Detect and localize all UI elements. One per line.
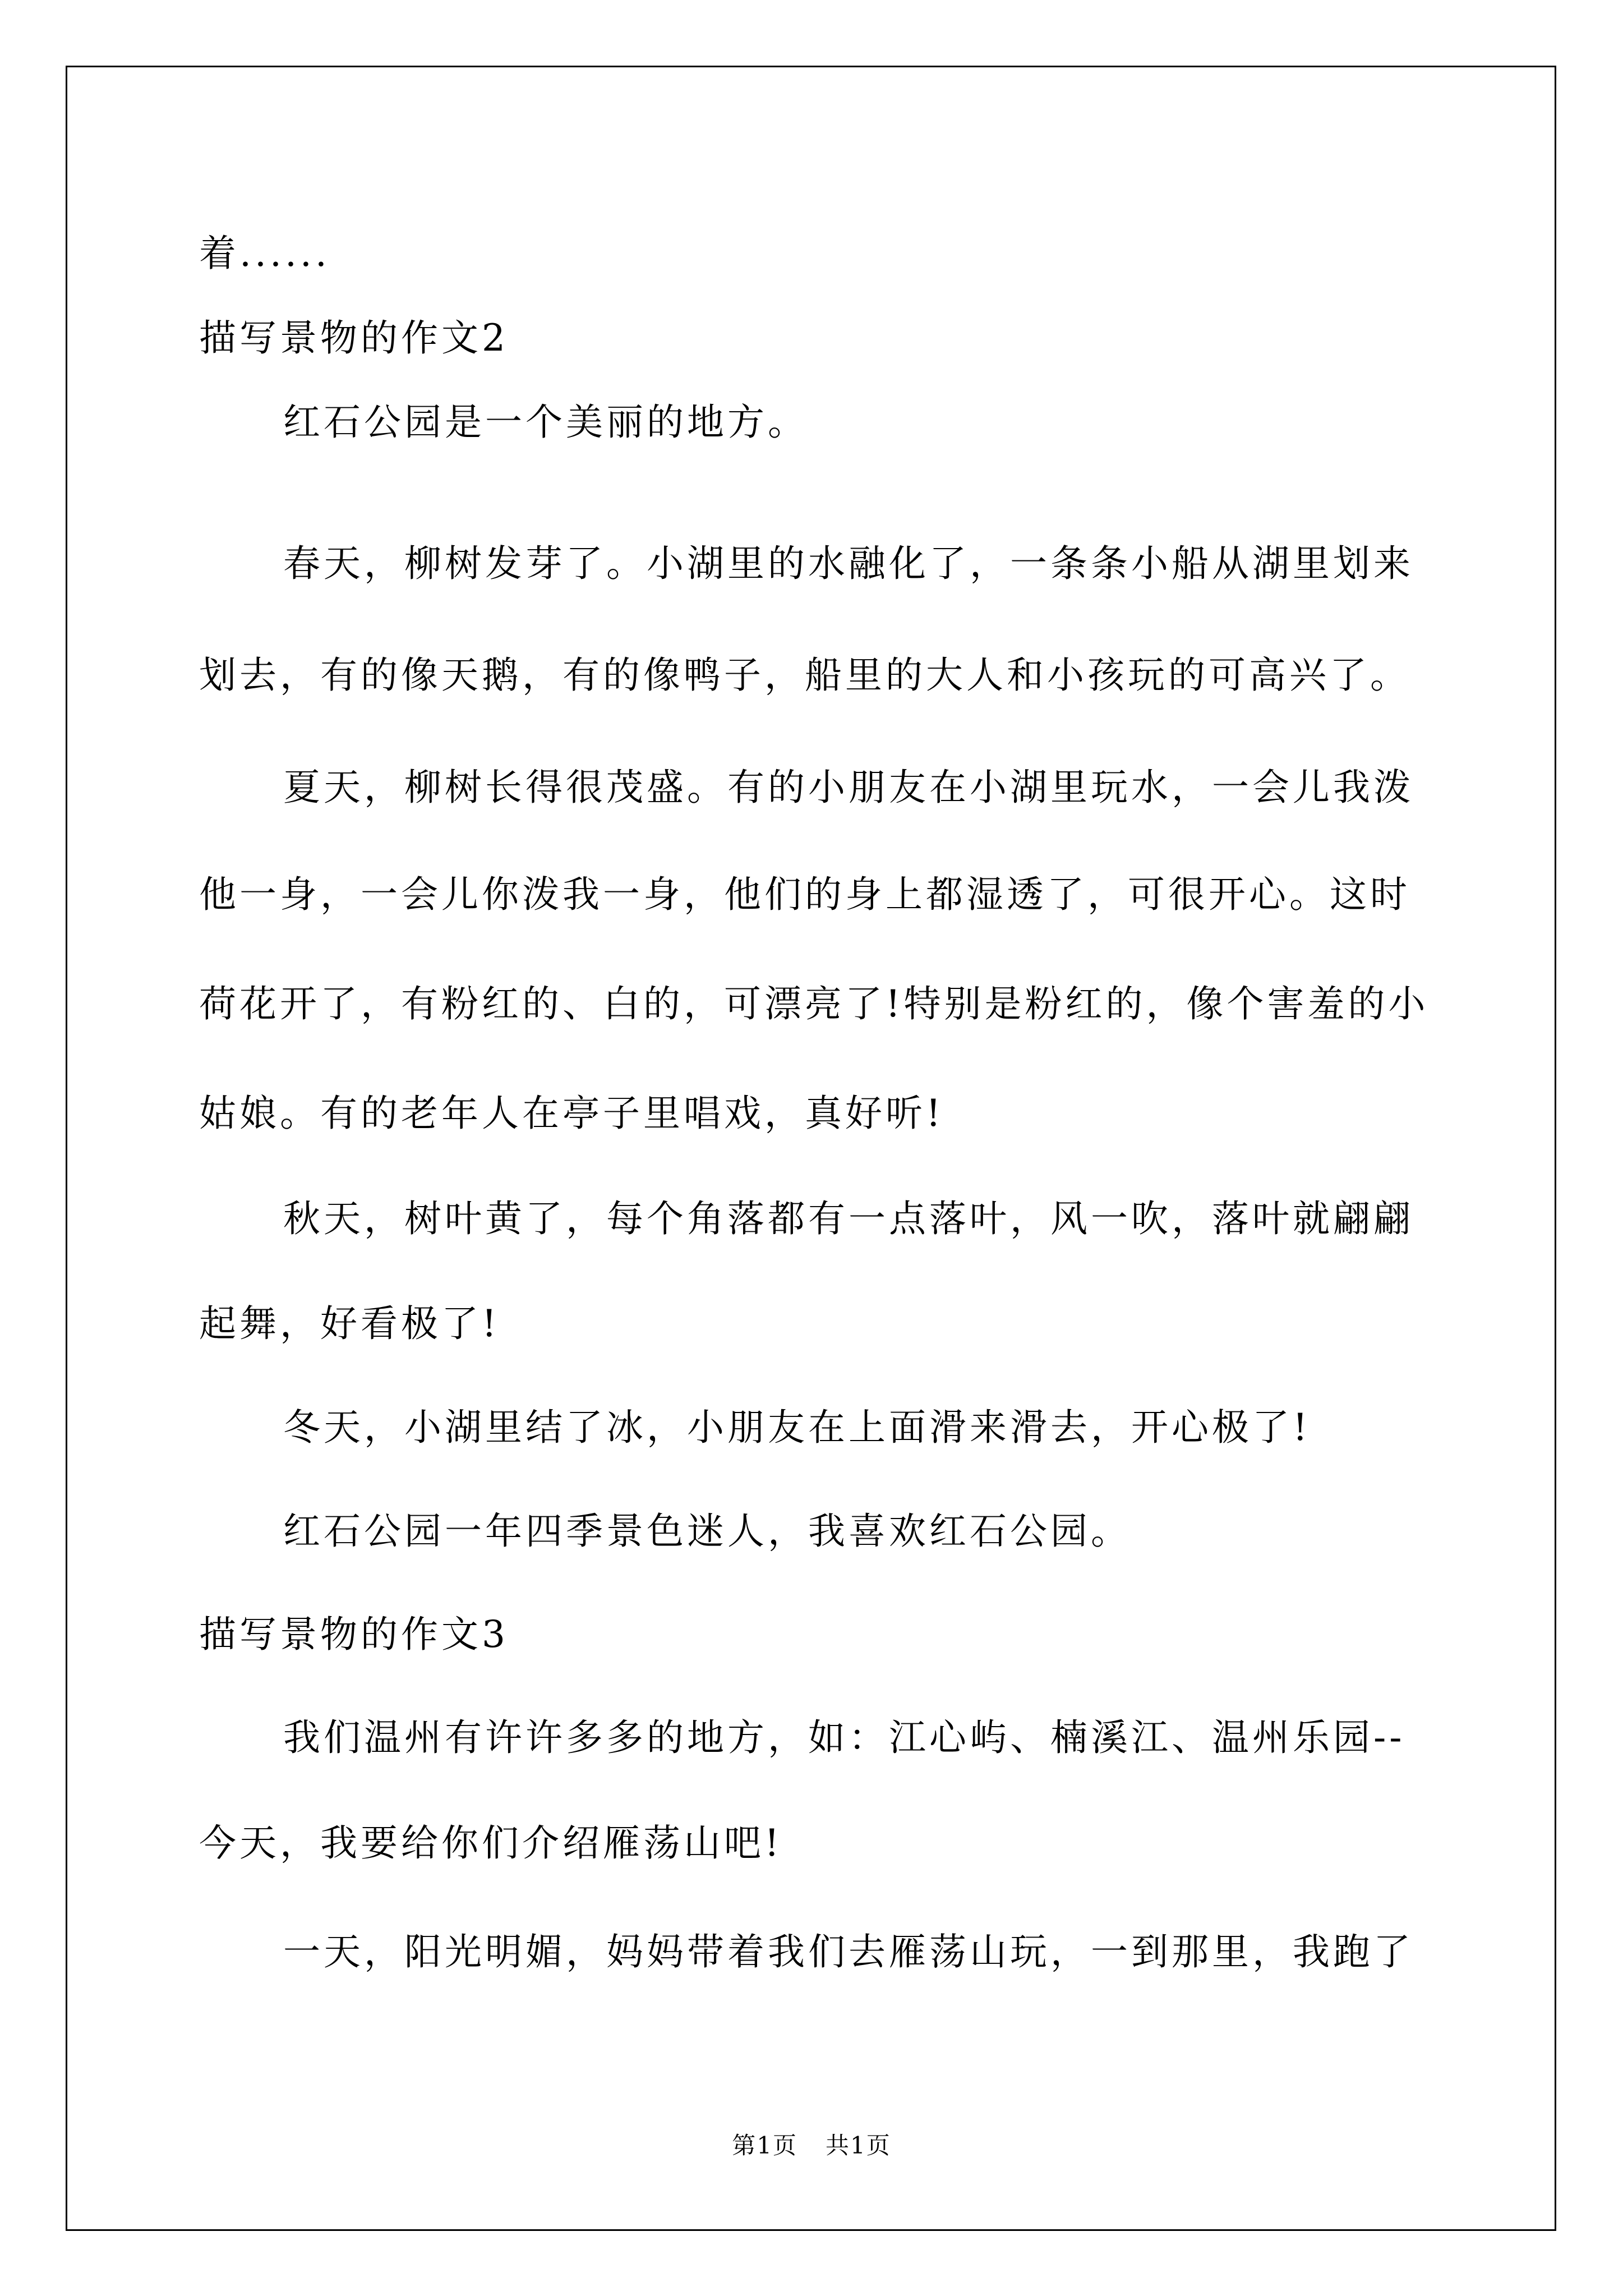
page-border xyxy=(66,66,1556,2231)
text-line: 红石公园是一个美丽的地方。 xyxy=(283,401,808,444)
section-heading: 描写景物的作文2 xyxy=(199,316,509,360)
text-line: 秋天，树叶黄了，每个角落都有一点落叶，风一吹，落叶就翩翩 xyxy=(283,1197,1414,1240)
text-line: 起舞，好看极了! xyxy=(199,1302,500,1345)
text-line: 冬天，小湖里结了冰，小朋友在上面滑来滑去，开心极了! xyxy=(283,1406,1311,1449)
text-line: 今天，我要给你们介绍雁荡山吧! xyxy=(199,1821,783,1865)
text-line: 红石公园一年四季景色迷人，我喜欢红石公园。 xyxy=(283,1510,1131,1553)
text-line: 姑娘。有的老年人在亭子里唱戏，真好听! xyxy=(199,1092,944,1135)
page-number: 第1页 xyxy=(732,2132,797,2159)
page-footer xyxy=(0,2132,1623,2160)
page-total: 共1页 xyxy=(826,2132,891,2159)
section-heading: 描写景物的作文3 xyxy=(199,1613,509,1656)
text-line: 我们温州有许许多多的地方，如：江心屿、楠溪江、温州乐园-- xyxy=(283,1716,1405,1759)
text-line: 着...... xyxy=(199,232,330,275)
text-line: 划去，有的像天鹅，有的像鸭子，船里的大人和小孩玩的可高兴了。 xyxy=(199,654,1410,697)
text-line: 他一身，一会儿你泼我一身，他们的身上都湿透了，可很开心。这时 xyxy=(199,873,1410,916)
text-line: 荷花开了，有粉红的、白的，可漂亮了!特别是粉红的，像个害羞的小 xyxy=(199,982,1429,1025)
text-line: 夏天，柳树长得很茂盛。有的小朋友在小湖里玩水，一会儿我泼 xyxy=(283,766,1414,809)
text-line: 春天，柳树发芽了。小湖里的水融化了，一条条小船从湖里划来 xyxy=(283,542,1414,585)
text-line: 一天，阳光明媚，妈妈带着我们去雁荡山玩，一到那里，我跑了 xyxy=(283,1930,1414,1973)
